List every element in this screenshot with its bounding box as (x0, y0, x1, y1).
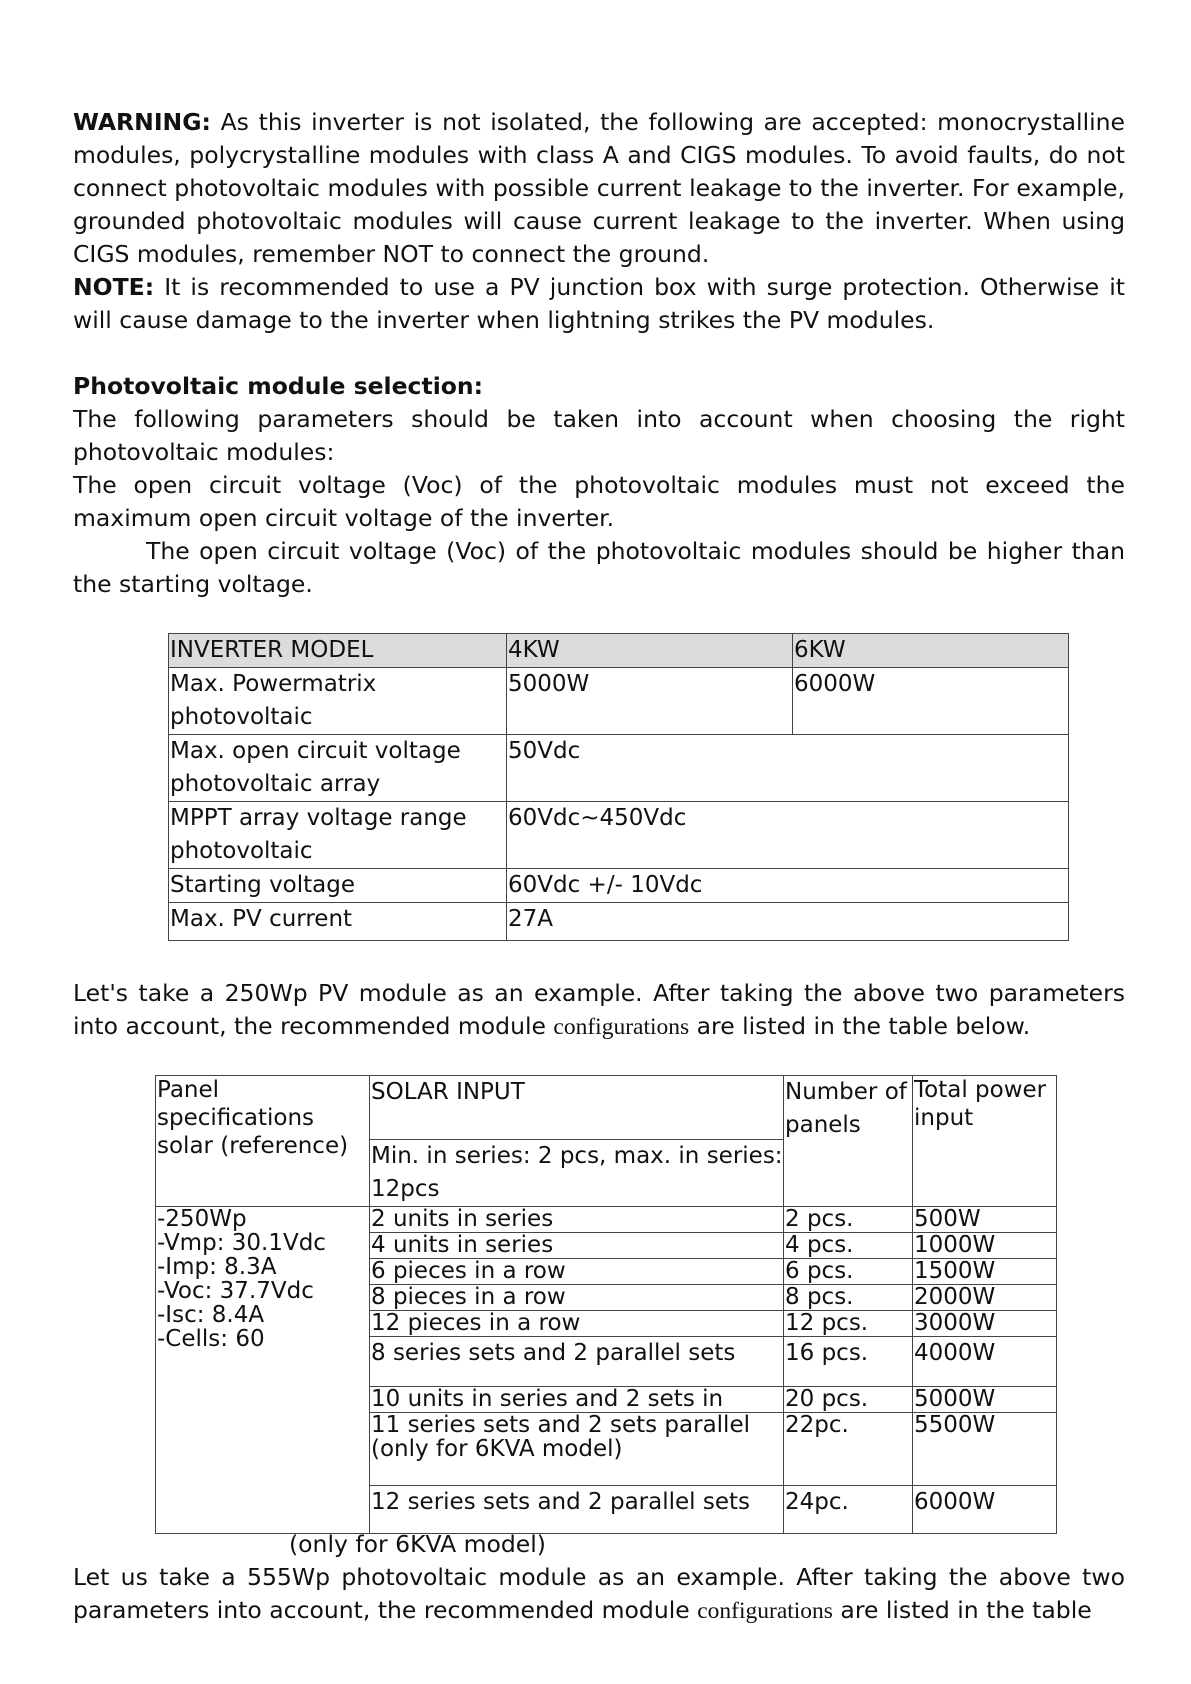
config-panels: 12 pcs. (784, 1311, 913, 1337)
config-panels: 8 pcs. (784, 1285, 913, 1311)
config-panels: 22pc. (784, 1413, 913, 1486)
config-series-limits: Min. in series: 2 pcs, max. in series: 12pcs (370, 1140, 784, 1207)
spec-value: 60Vdc~450Vdc (507, 802, 1069, 869)
selection-heading: Photovoltaic module selection: (73, 372, 484, 400)
selection-paragraph-3: The open circuit voltage (Voc) of the photovoltaic modules should be higher than the starting voltage. (73, 537, 1125, 598)
spec-row (169, 802, 1069, 869)
example-250wp-paragraph (73, 977, 1125, 1044)
config-power: 500W (913, 1207, 1057, 1233)
note-paragraph (73, 271, 1125, 337)
spec-value: 60Vdc +/- 10Vdc (507, 869, 1069, 903)
config-panels: 2 pcs. (784, 1207, 913, 1233)
config-arrangement: 12 series sets and 2 parallel sets (370, 1486, 784, 1534)
spec-row (169, 869, 1069, 903)
warning-paragraph (73, 106, 1125, 271)
config-header-panels: Number of panels (784, 1076, 913, 1207)
panel-spec: -Voc: 37.7Vdc (157, 1278, 314, 1304)
config-header-power-text: Total power input (914, 1077, 1047, 1131)
spec-row (169, 668, 1069, 735)
spec-header-row (169, 634, 1069, 668)
config-header-specs-text: Panel specifications solar (reference) (157, 1077, 349, 1159)
config-table-footnote: (only for 6KVA model) (289, 1530, 546, 1558)
spec-header-6kw: 6KW (793, 634, 1069, 668)
config-arrangement: 4 units in series (370, 1233, 784, 1259)
spec-value: 27A (507, 903, 1069, 941)
spec-value-6kw: 6000W (793, 668, 1069, 735)
config-header-solar-input: SOLAR INPUT (370, 1076, 784, 1140)
example2-serif-word: configurations (697, 1598, 833, 1624)
config-arrangement: 10 units in series and 2 sets in (370, 1387, 784, 1413)
config-arrangement: 12 pieces in a row (370, 1311, 784, 1337)
spec-label: MPPT array voltage range photovoltaic (169, 802, 507, 869)
config-power: 3000W (913, 1311, 1057, 1337)
example1-text-before: Let's take a 250Wp PV module as an example. After taking the above two parameters into account, the recommended module (73, 979, 1125, 1040)
config-power: 5500W (913, 1413, 1057, 1486)
config-arrangement: 2 units in series (370, 1207, 784, 1233)
config-header-power (913, 1076, 1057, 1207)
panel-specs-list (157, 1207, 369, 1351)
spec-value-4kw: 5000W (507, 668, 793, 735)
spec-row (169, 903, 1069, 941)
config-panels: 20 pcs. (784, 1387, 913, 1413)
panel-spec: -Imp: 8.3A (157, 1254, 277, 1280)
config-arrangement: 11 series sets and 2 sets parallel (only for 6KVA model) (370, 1413, 784, 1486)
config-power: 4000W (913, 1337, 1057, 1387)
panel-spec: -Vmp: 30.1Vdc (157, 1230, 326, 1256)
config-panels: 4 pcs. (784, 1233, 913, 1259)
config-panels: 6 pcs. (784, 1259, 913, 1285)
spec-row (169, 735, 1069, 802)
spec-header-4kw: 4KW (507, 634, 793, 668)
spec-header-model: INVERTER MODEL (169, 634, 507, 668)
example1-text-after: are listed in the table below. (689, 1012, 1031, 1040)
config-power: 2000W (913, 1285, 1057, 1311)
panel-spec: -250Wp (157, 1206, 247, 1232)
config-power: 1000W (913, 1233, 1057, 1259)
warning-label: WARNING: (73, 108, 211, 136)
panel-specs-cell (156, 1207, 370, 1534)
spec-label: Max. PV current (169, 903, 507, 941)
config-power: 6000W (913, 1486, 1057, 1534)
config-arrangement: 8 series sets and 2 parallel sets (370, 1337, 784, 1387)
selection-paragraph-2: The open circuit voltage (Voc) of the photovoltaic modules must not exceed the maximum open circuit voltage of the inverter. (73, 471, 1125, 532)
config-row (156, 1207, 1057, 1233)
selection-paragraph-1: The following parameters should be taken into account when choosing the right photovoltaic modules: (73, 405, 1125, 466)
config-header-specs (156, 1076, 370, 1207)
config-power: 1500W (913, 1259, 1057, 1285)
config-arrangement: 8 pieces in a row (370, 1285, 784, 1311)
spec-value: 50Vdc (507, 735, 1069, 802)
panel-spec: -Isc: 8.4A (157, 1302, 265, 1328)
config-header-row (156, 1076, 1057, 1140)
config-power: 5000W (913, 1387, 1057, 1413)
inverter-spec-table (168, 633, 1069, 941)
spec-label: Starting voltage (169, 869, 507, 903)
config-arrangement: 6 pieces in a row (370, 1259, 784, 1285)
warning-text: As this inverter is not isolated, the following are accepted: monocrystalline modules, polycrystalline modules with class A and CIGS modules. To avoid faults, do not connect photovoltaic modules with possible current leakage to the inverter. For example, grounded photovoltaic modules will cause current leakage to the inverter. When using CIGS modules, remember NOT to connect the ground. (73, 108, 1125, 268)
example2-text-after: are listed in the table (832, 1596, 1092, 1624)
config-panels: 24pc. (784, 1486, 913, 1534)
example2-text-before: Let us take a 555Wp photovoltaic module as an example. After taking the above two parameters into account, the recommended module (73, 1563, 1125, 1624)
note-label: NOTE: (73, 273, 155, 301)
note-text: It is recommended to use a PV junction box with surge protection. Otherwise it will cause damage to the inverter when lightning strikes the PV modules. (73, 273, 1125, 334)
example-555wp-paragraph (73, 1561, 1125, 1628)
config-panels: 16 pcs. (784, 1337, 913, 1387)
panel-spec: -Cells: 60 (157, 1326, 265, 1352)
example1-serif-word: configurations (553, 1014, 690, 1040)
spec-label: Max. open circuit voltage photovoltaic array (169, 735, 507, 802)
module-config-table (155, 1075, 1057, 1534)
spec-label: Max. Powermatrix photovoltaic (169, 668, 507, 735)
